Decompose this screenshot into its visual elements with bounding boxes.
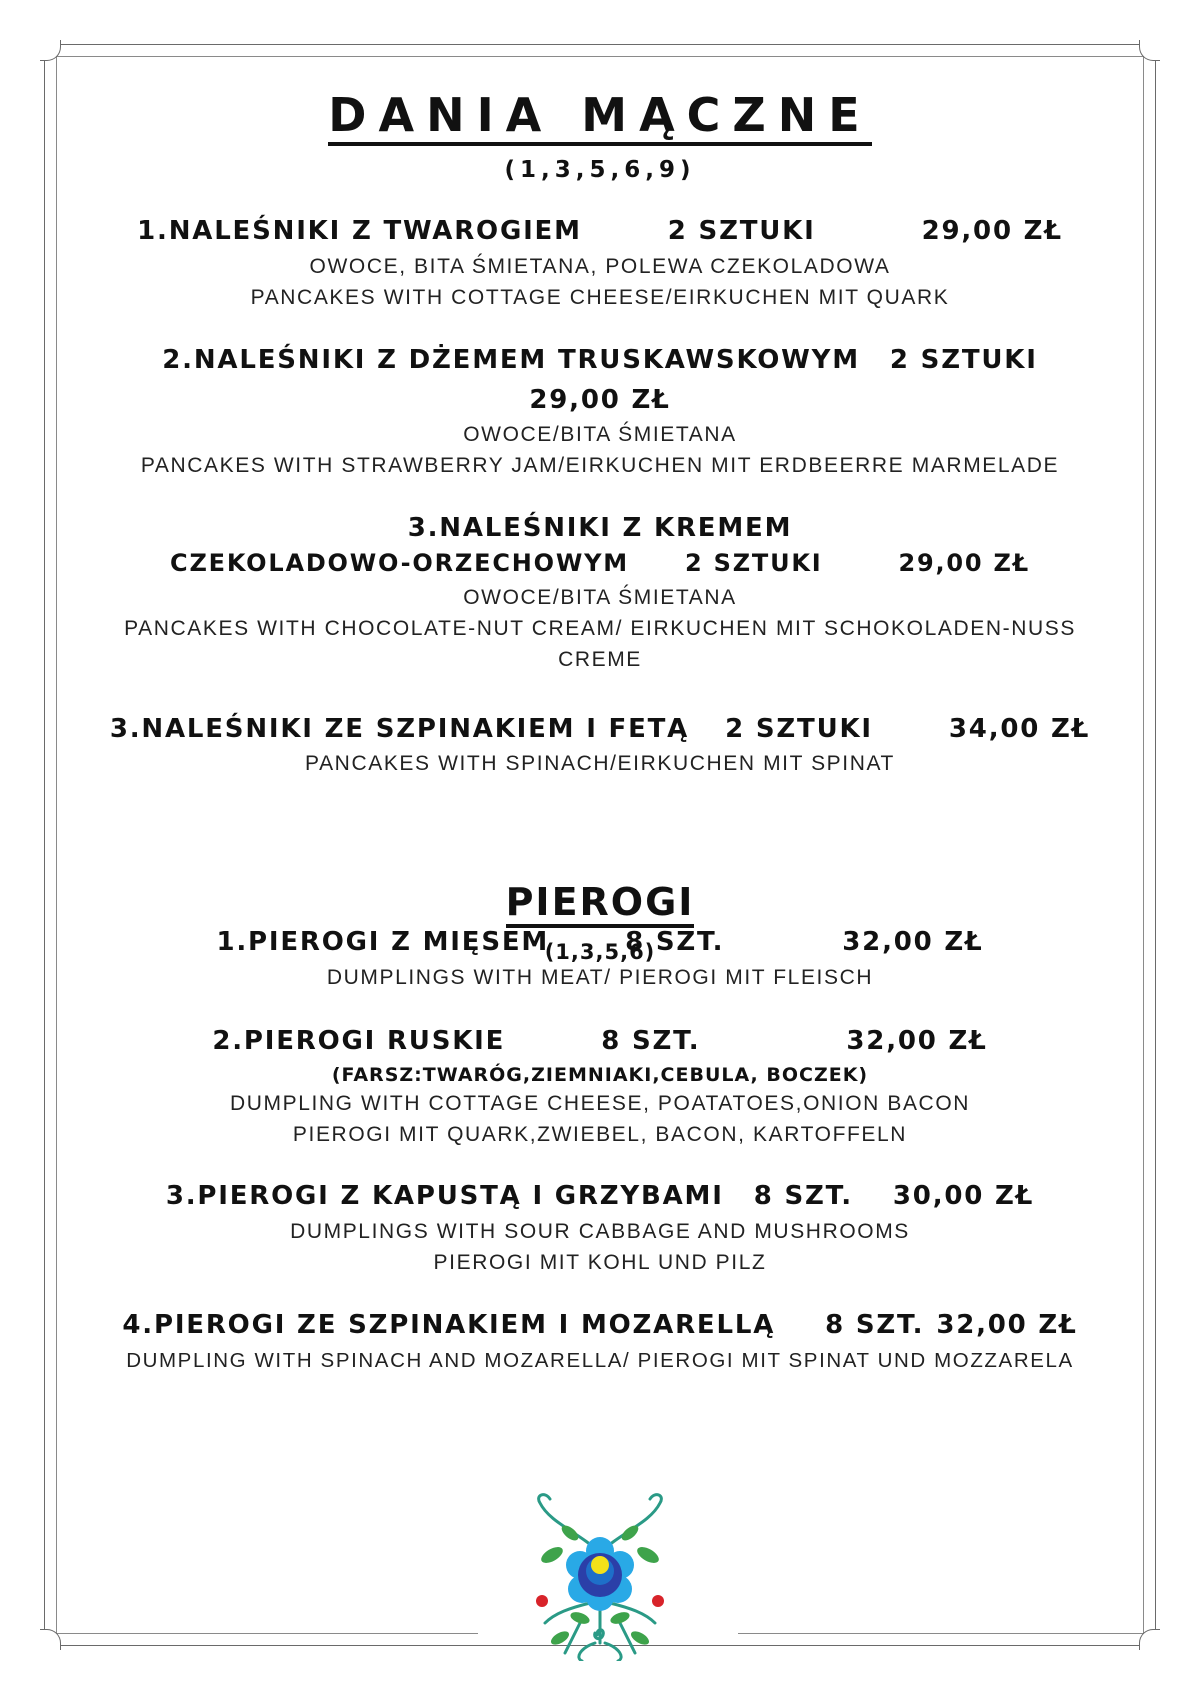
menu-item-description: DUMPLINGS WITH MEAT/ PIEROGI MIT FLEISCH bbox=[326, 966, 874, 989]
menu-item-description: DUMPLING WITH SPINACH AND MOZARELLA/ PIEROGI MIT SPINAT UND MOZZARELA bbox=[126, 1349, 1074, 1372]
menu-item-title: 2.NALEŚNIKI Z DŻEMEM TRUSKAWSKOWYM 2 SZTUKI bbox=[162, 345, 1038, 375]
menu-item-price: 29,00 ZŁ bbox=[529, 385, 671, 415]
menu-item-title: 3.NALEŚNIKI ZE SZPINAKIEM I FETĄ 2 SZTUKI 34,00 ZŁ bbox=[109, 714, 1091, 744]
menu-item-title: 3.NALEŚNIKI Z KREMEM bbox=[407, 513, 793, 543]
section-allergens: (1,3,5,6) bbox=[544, 940, 656, 964]
menu-item-description: PIEROGI MIT QUARK,ZWIEBEL, BACON, KARTOFFELN bbox=[292, 1123, 908, 1146]
menu-item-title: 2.PIEROGI RUSKIE 8 SZT. 32,00 ZŁ bbox=[212, 1026, 988, 1056]
menu-item-title: CZEKOLADOWO-ORZECHOWYM 2 SZTUKI 29,00 ZŁ bbox=[170, 549, 1030, 577]
menu-item-description: PANCAKES WITH STRAWBERRY JAM/EIRKUCHEN MIT ERDBEERRE MARMELADE bbox=[140, 454, 1060, 477]
menu-item-description: PIEROGI MIT KOHL UND PILZ bbox=[433, 1251, 767, 1274]
menu-item-title: 1.PIEROGI Z MIĘSEM 8 SZT. 32,00 ZŁ bbox=[216, 927, 984, 957]
menu-item-description: OWOCE/BITA ŚMIETANA bbox=[463, 586, 737, 609]
border-corner bbox=[1139, 1629, 1160, 1650]
menu-item-description: DUMPLING WITH COTTAGE CHEESE, POATATOES,ONION BACON bbox=[229, 1092, 971, 1115]
menu-item-description: DUMPLINGS WITH SOUR CABBAGE AND MUSHROOMS bbox=[290, 1220, 910, 1243]
menu-item-title: 3.PIEROGI Z KAPUSTĄ I GRZYBAMI 8 SZT. 30,00 ZŁ bbox=[165, 1181, 1035, 1211]
section-title-pierogi: PIEROGI bbox=[80, 880, 1120, 924]
section-title-dania-maczne: DANIA MĄCZNE bbox=[80, 88, 1120, 142]
menu-item-description: CREME bbox=[558, 648, 642, 671]
menu-item-filling: (FARSZ:TWARÓG,ZIEMNIAKI,CEBULA, BOCZEK) bbox=[331, 1064, 869, 1086]
menu-item-description: PANCAKES WITH SPINACH/EIRKUCHEN MIT SPINAT bbox=[305, 752, 895, 775]
section-allergens: (1,3,5,6,9) bbox=[504, 157, 696, 183]
menu-item-description: OWOCE/BITA ŚMIETANA bbox=[463, 423, 737, 446]
menu-item-title: 4.PIEROGI ZE SZPINAKIEM I MOZARELLĄ 8 SZT. 32,00 ZŁ bbox=[122, 1310, 1078, 1340]
menu-item-description: PANCAKES WITH COTTAGE CHEESE/EIRKUCHEN MIT QUARK bbox=[250, 286, 950, 309]
folk-flower-icon bbox=[520, 1493, 680, 1661]
menu-item-description: PANCAKES WITH CHOCOLATE-NUT CREAM/ EIRKUCHEN MIT SCHOKOLADEN-NUSS bbox=[124, 617, 1076, 640]
menu-item-description: OWOCE, BITA ŚMIETANA, POLEWA CZEKOLADOWA bbox=[309, 255, 891, 278]
menu-item-title: 1.NALEŚNIKI Z TWAROGIEM 2 SZTUKI 29,00 ZŁ bbox=[137, 216, 1063, 246]
